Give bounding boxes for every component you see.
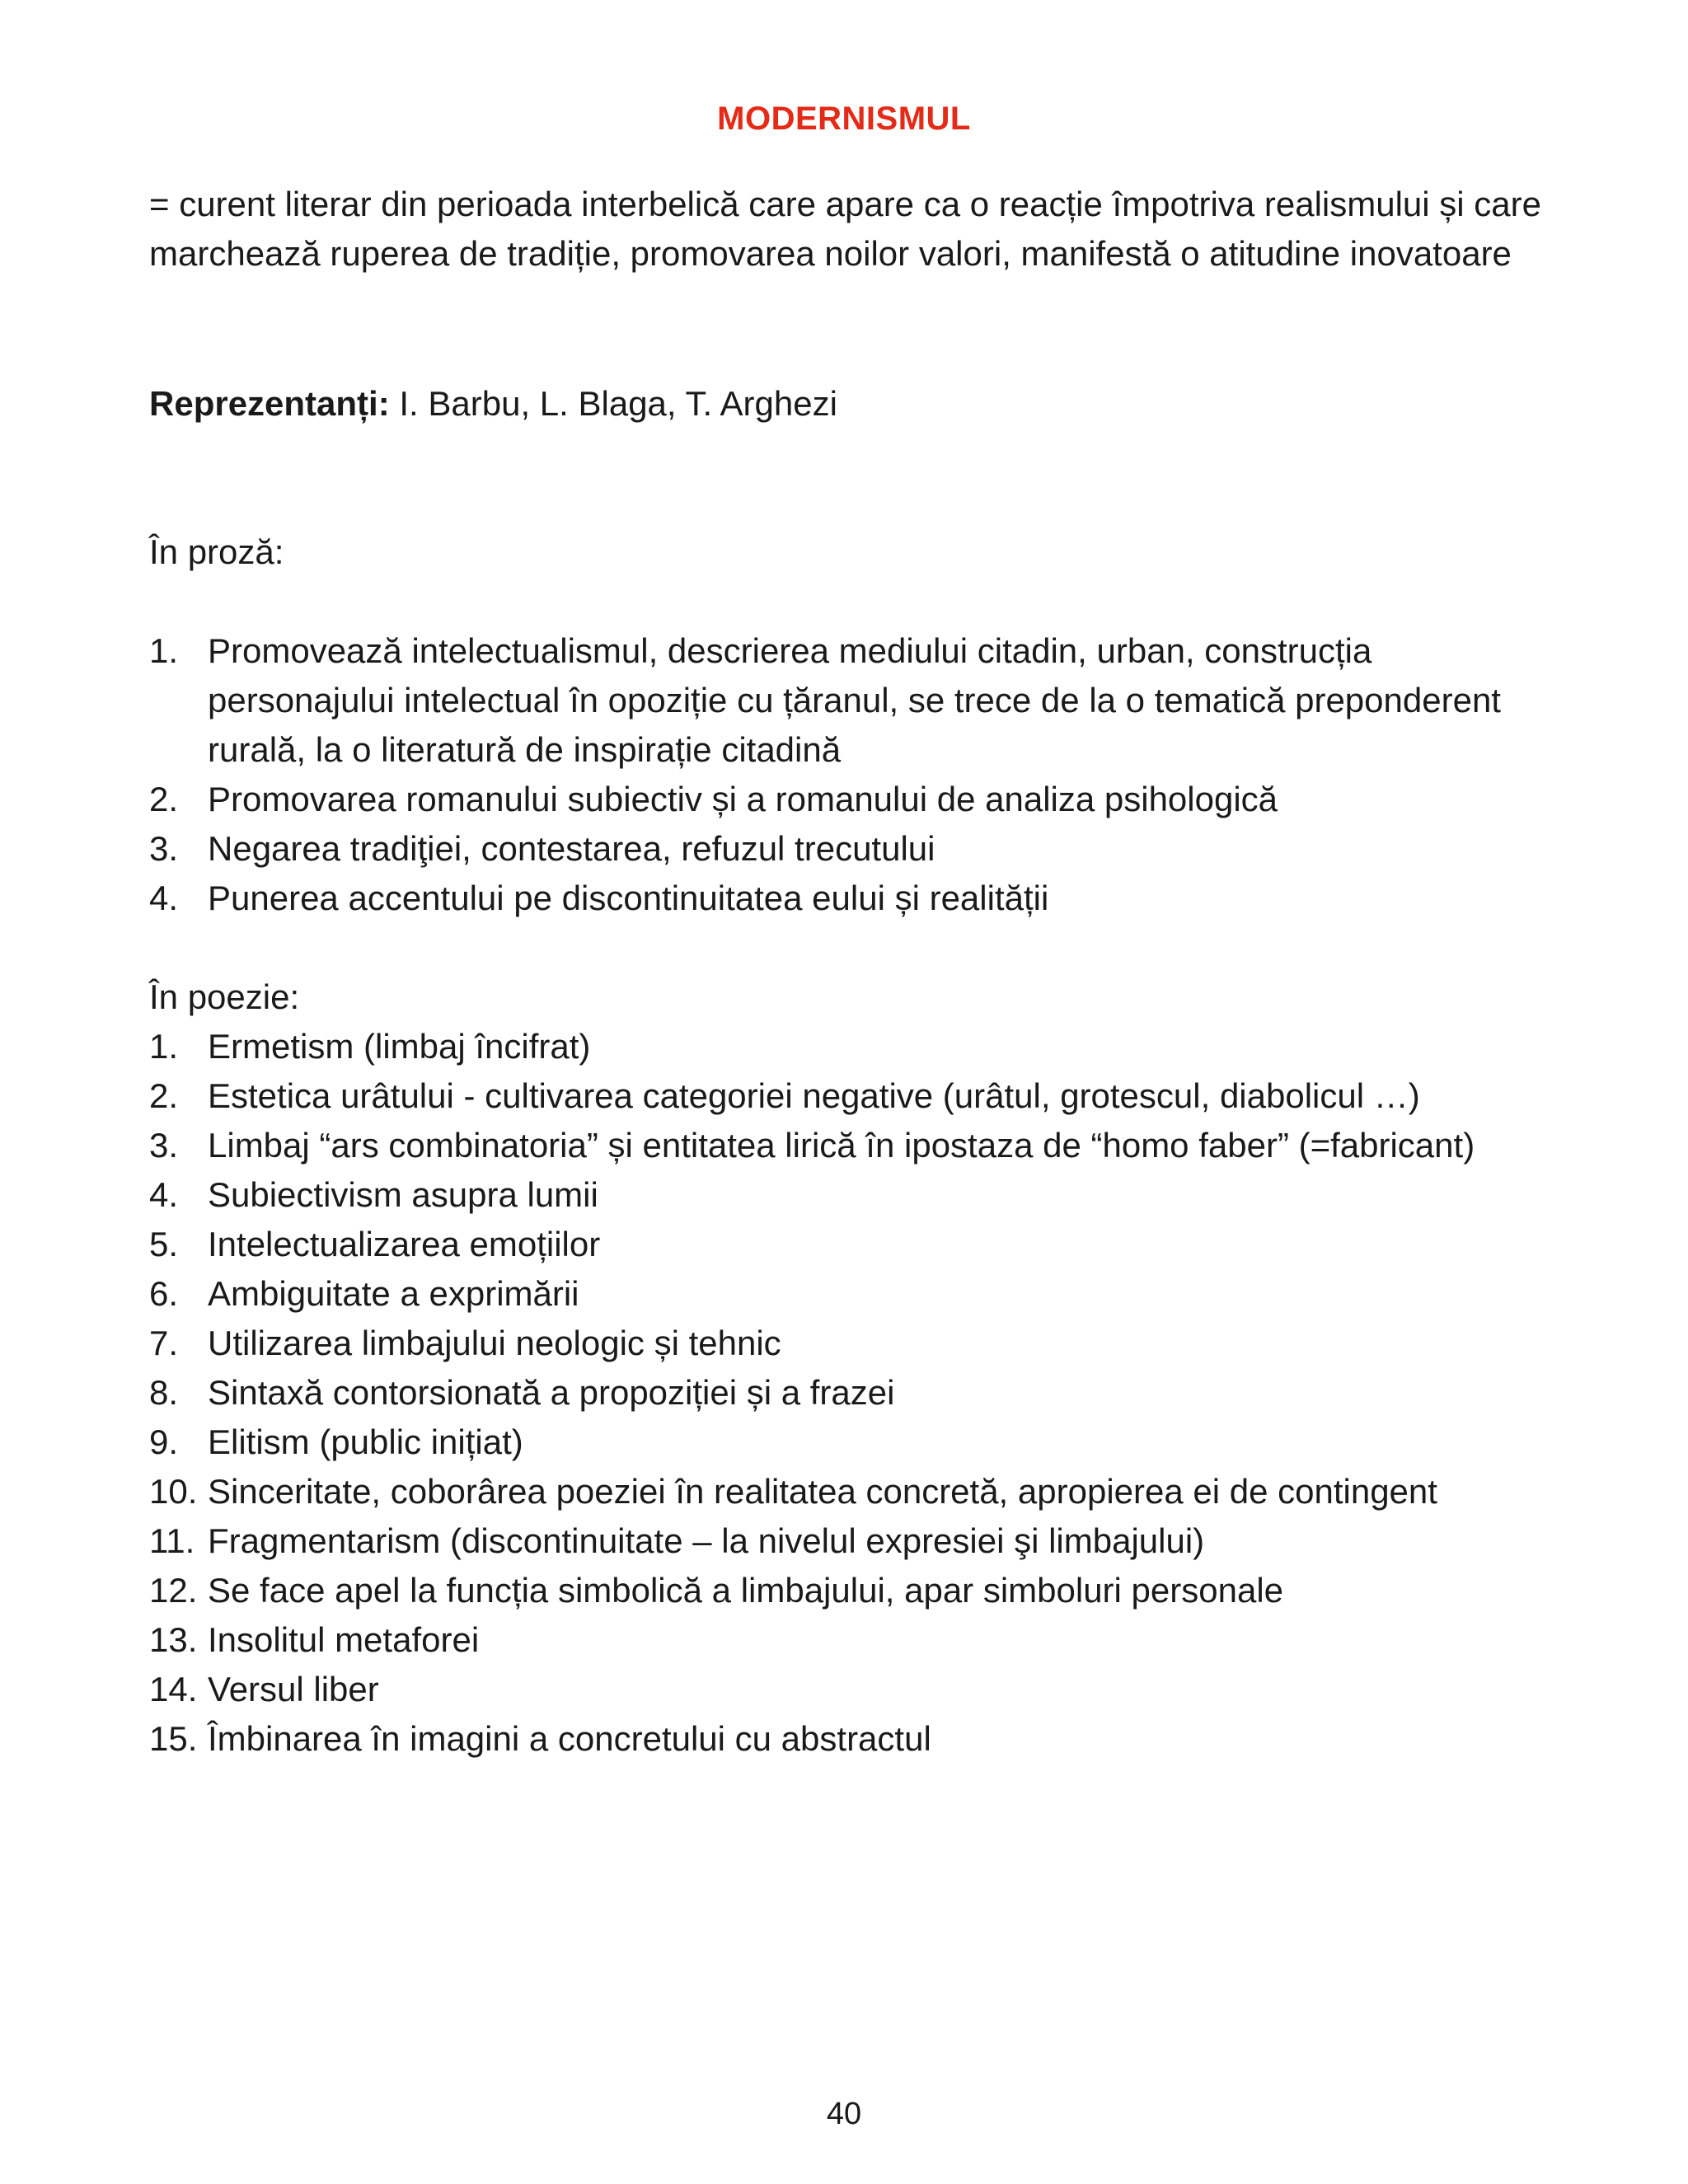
list-item [149, 775, 1550, 824]
list-number: 14. [149, 1670, 198, 1708]
list-text: Estetica urâtului - cultivarea categoriei negative (urâtul, grotescul, diabolicul …) [208, 1076, 1420, 1115]
list-item [149, 626, 1550, 775]
list-item [149, 1516, 1550, 1566]
list-text: Negarea tradiţiei, contestarea, refuzul trecutului [208, 829, 935, 868]
representatives-line [149, 379, 1550, 429]
list-item [149, 1220, 1550, 1269]
list-item [149, 1714, 1550, 1764]
list-item [149, 1368, 1550, 1418]
list-number: 9. [149, 1422, 179, 1461]
list-text: Sintaxă contorsionată a propoziției și a frazei [208, 1373, 895, 1412]
list-number: 10. [149, 1472, 198, 1511]
list-number: 4. [149, 1175, 179, 1214]
list-item [149, 1665, 1550, 1714]
list-item [149, 1418, 1550, 1467]
page-title: MODERNISMUL [717, 101, 971, 137]
list-item [149, 1121, 1550, 1170]
list-number: 3. [149, 829, 179, 868]
list-item [149, 1566, 1550, 1615]
list-number: 1. [149, 1027, 179, 1066]
poetry-list [149, 1022, 1550, 1764]
list-item [149, 1319, 1550, 1368]
list-text: Versul liber [208, 1670, 379, 1708]
list-item [149, 1022, 1550, 1071]
list-text: Sinceritate, coborârea poeziei în realitatea concretă, apropierea ei de contingent [208, 1472, 1437, 1511]
list-number: 1. [149, 631, 179, 670]
list-text: Intelectualizarea emoțiilor [208, 1225, 601, 1263]
list-item [149, 824, 1550, 874]
prose-heading: În proză: [149, 532, 284, 571]
list-item [149, 874, 1550, 923]
list-number: 11. [149, 1521, 195, 1560]
list-text: Ermetism (limbaj încifrat) [208, 1027, 591, 1066]
list-number: 8. [149, 1373, 179, 1412]
list-text: Îmbinarea în imagini a concretului cu abstractul [208, 1719, 931, 1758]
list-number: 3. [149, 1126, 179, 1165]
definition-paragraph: = curent literar din perioada interbelică care apare ca o reacție împotriva realismului și care marchează ruperea de tradiție, promovarea noilor valori, manifestă o atitudine inovatoare [149, 185, 1541, 273]
list-text: Promovarea romanului subiectiv și a romanului de analiza psihologică [208, 780, 1278, 818]
list-text: Fragmentarism (discontinuitate – la nivelul expresiei şi limbajului) [208, 1521, 1205, 1560]
poetry-heading: În poezie: [149, 977, 300, 1016]
list-text: Insolitul metaforei [208, 1620, 480, 1659]
list-text: Elitism (public inițiat) [208, 1422, 523, 1461]
prose-list [149, 626, 1550, 923]
list-text: Ambiguitate a exprimării [208, 1274, 579, 1313]
list-item [149, 1615, 1550, 1665]
list-number: 7. [149, 1324, 179, 1362]
list-number: 6. [149, 1274, 179, 1313]
representatives-label: Reprezentanți: [149, 384, 390, 423]
list-number: 15. [149, 1719, 198, 1758]
list-number: 5. [149, 1225, 179, 1263]
list-number: 2. [149, 1076, 179, 1115]
list-text: Promovează intelectualismul, descrierea mediului citadin, urban, construcția personajului intelectual în opoziție cu țăranul, se trece de la o tematică preponderent rurală, la o literatură de inspirație citadină [208, 631, 1501, 769]
list-item [149, 1170, 1550, 1220]
representatives-value: I. Barbu, L. Blaga, T. Arghezi [389, 384, 837, 423]
list-number: 4. [149, 879, 179, 917]
list-number: 2. [149, 780, 179, 818]
list-item [149, 1467, 1550, 1516]
list-text: Subiectivism asupra lumii [208, 1175, 598, 1214]
list-text: Se face apel la funcția simbolică a limbajului, apar simboluri personale [208, 1571, 1284, 1610]
list-text: Utilizarea limbajului neologic și tehnic [208, 1324, 781, 1362]
page-number: 40 [826, 2097, 862, 2131]
list-number: 13. [149, 1620, 198, 1659]
list-number: 12. [149, 1571, 198, 1610]
list-text: Punerea accentului pe discontinuitatea eului și realității [208, 879, 1049, 917]
list-text: Limbaj “ars combinatoria” și entitatea lirică în ipostaza de “homo faber” (=fabricant) [208, 1126, 1475, 1165]
list-item [149, 1269, 1550, 1319]
list-item [149, 1071, 1550, 1121]
